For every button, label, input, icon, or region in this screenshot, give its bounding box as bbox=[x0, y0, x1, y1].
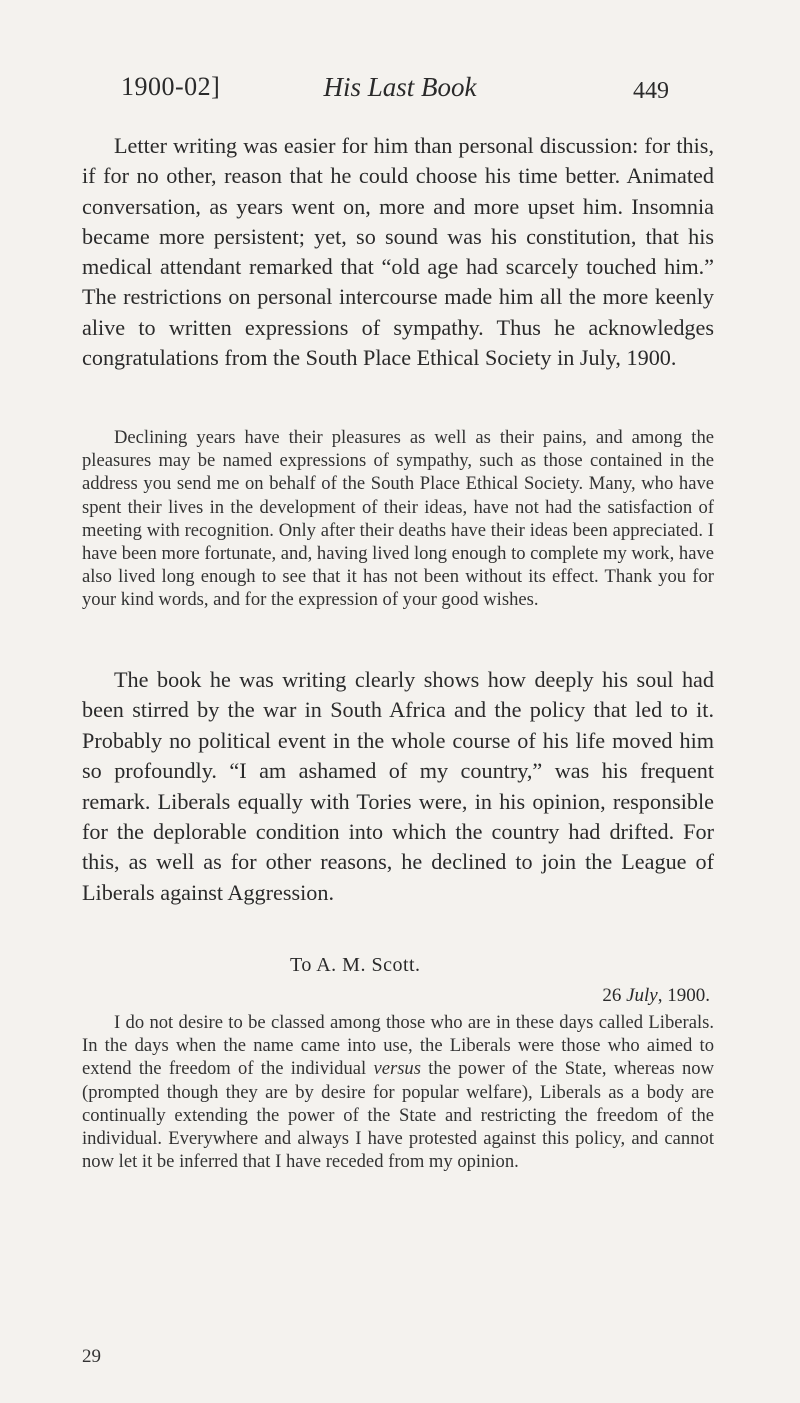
paragraph-2: The book he was writing clearly shows how deeply his soul had been stirred by the war in South Africa and the policy that led to it. Probably no political event in the whole course of his life moved him so profoundly. “I am ashamed of my country,” was his frequent remark. Liberals equally with Tories were, in his opinion, responsible for the deplorable condition into which the country had drifted. For this, as well as for other reasons, he declined to join the League of Liberals against Aggression. bbox=[82, 667, 714, 905]
signature-mark: 29 bbox=[82, 1346, 101, 1367]
running-header bbox=[121, 72, 669, 112]
header-title: His Last Book bbox=[323, 72, 477, 102]
letter-body bbox=[82, 1011, 714, 1173]
letter-recipient-text: To A. M. Scott. bbox=[290, 954, 421, 976]
letter-date-day: 26 bbox=[602, 985, 622, 1006]
letter-date bbox=[602, 985, 710, 1007]
letter-body-part-1: I do not desire to be classed among those who are in these days called Liberals. In the days when the name came into use, the Liberals were those who aimed to extend the freedom of the individual bbox=[82, 1012, 714, 1080]
letter-body-versus: versus bbox=[373, 1058, 421, 1080]
letter-body-part-2: the power of the State, whereas now (prompted though they are by desire for popular welfare), Liberals as a body are continually extending the power of the State and restricting the freedom of the individual. Everywhere and always I have protested against this policy, and cannot now let it be inferred that I have receded from my opinion. bbox=[82, 1058, 714, 1173]
quoted-letter-ethical-society: Declining years have their pleasures as well as their pains, and among the pleasures may be named expressions of sympathy, such as those contained in the address you send me on behalf of the South Place Ethical Society. Many, who have spent their lives in the development of their ideas, have not had the satisfaction of meeting with recognition. Only after their deaths have their ideas been appreciated. I have been more fortunate, and, having lived long enough to complete my work, have also lived long enough to see that it has not been without its effect. Thank you for your kind words, and for the expression of your good wishes. bbox=[82, 427, 714, 611]
page-number: 449 bbox=[633, 78, 669, 104]
letter-recipient bbox=[290, 954, 421, 977]
header-years: 1900-02] bbox=[121, 72, 221, 101]
letter-date-year: , 1900. bbox=[657, 985, 710, 1006]
paragraph-1: Letter writing was easier for him than personal discussion: for this, if for no other, reason that he could choose his time better. Animated conversation, as years went on, more and more upset him. Insomnia became more persistent; yet, so sound was his constitution, that his medical attendant remarked that “old age had scarcely touched him.” The restrictions on personal intercourse made him all the more keenly alive to written expressions of sympathy. Thus he acknowledges congratulations from the South Place Ethical Society in July, 1900. bbox=[82, 133, 714, 371]
letter-date-month: July bbox=[626, 985, 658, 1006]
